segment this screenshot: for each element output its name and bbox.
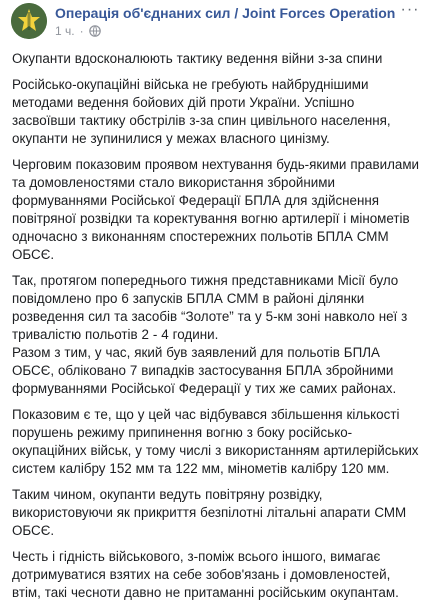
post-paragraph: Разом з тим, у час, який був заявлений для польотів БПЛА ОБСЄ, обліковано 7 випадків застосування БПЛА збройними формуваннями Російської Федерації у тих же самих районах. bbox=[12, 345, 397, 396]
post-paragraph: Так, протягом попереднього тижня представниками Місії було повідомлено про 6 запусків БПЛА СММ в районі ділянки розведення сил та засобів “Золоте” та у 5-км зоні навколо неї з тривалістю польотів 2 - 4 години. bbox=[12, 273, 408, 342]
post-paragraph: Російсько-окупаційні війська не гребують найбруднішими методами ведення бойових дій проти України. Успішно засвоївши тактику обстрілів з-за спин цивільного населення, окупанти не зупинилися у межах власного цинізму. bbox=[12, 77, 391, 146]
more-options-icon[interactable]: ··· bbox=[400, 1, 420, 18]
page-avatar[interactable] bbox=[11, 3, 47, 39]
post-paragraph: Показовим є те, що у цей час відбувався збільшення кількості порушень режиму припинення вогню з боку російсько-окупаційних військ, у тому числі з використанням артилерійських систем калібру 152 мм та 122 мм, мінометів калібру 120 мм. bbox=[12, 407, 419, 476]
meta-separator: · bbox=[79, 24, 84, 38]
post-header bbox=[0, 0, 430, 44]
globe-icon bbox=[89, 25, 101, 37]
post-body bbox=[12, 50, 422, 602]
post-timestamp[interactable]: 1 ч. bbox=[55, 24, 75, 38]
page-name-link[interactable]: Операція об'єднаних сил / Joint Forces Operation bbox=[55, 5, 396, 21]
post-paragraph: Окупанти вдосконалюють тактику ведення війни з-за спини bbox=[12, 51, 383, 66]
post-paragraph: Честь і гідність військового, з-поміж всього іншого, вимагає дотримуватися взятих на себе зобов'язань і домовленостей, втім, такі чесноти давно не притаманні російським окупантам. bbox=[12, 549, 399, 600]
military-emblem-icon bbox=[11, 3, 47, 39]
post-meta bbox=[55, 24, 101, 38]
post-paragraph: Черговим показовим проявом нехтування будь-якими правилами та домовленостями стало використання збройними формуваннями Російської Федерації БПЛА для здійснення повітряної розвідки та коректування вогню артилерії і мінометів одночасно з виконанням спостережних польотів БПЛА СММ ОБСЄ. bbox=[12, 157, 420, 262]
post-paragraph: Таким чином, окупанти ведуть повітряну розвідку, використовуючи як прикриття безпілотні літальні апарати СММ ОБСЄ. bbox=[12, 487, 407, 538]
